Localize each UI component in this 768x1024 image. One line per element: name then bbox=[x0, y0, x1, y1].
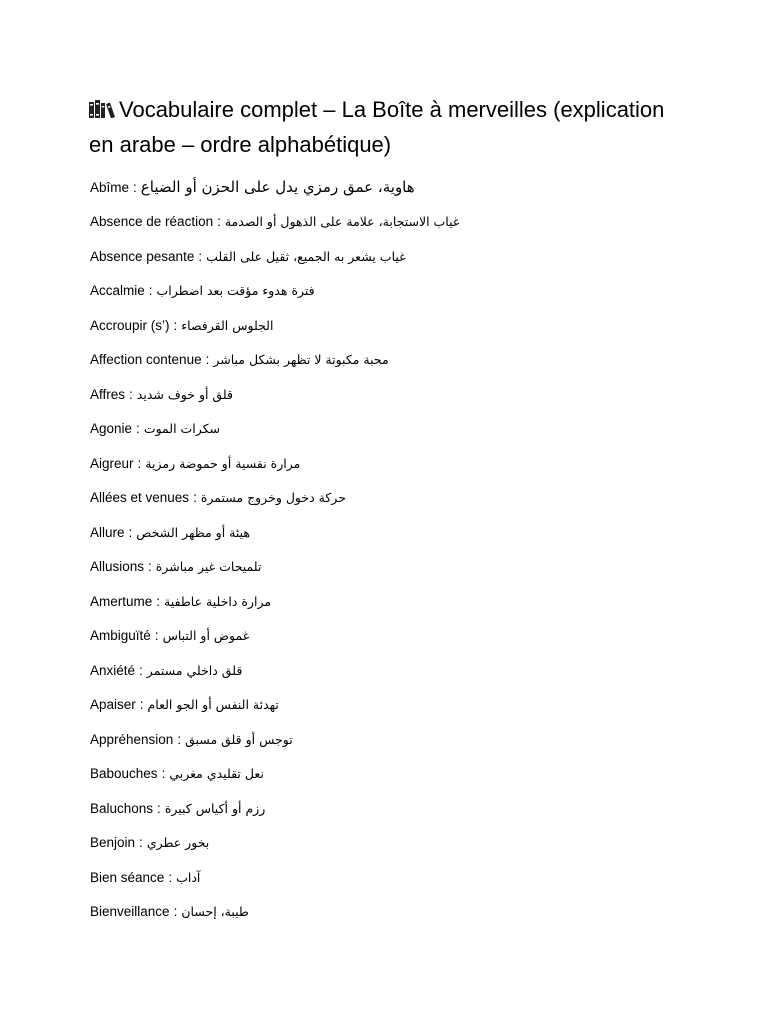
vocabulary-entry bbox=[90, 653, 710, 688]
vocabulary-entry bbox=[90, 895, 710, 930]
vocabulary-entry bbox=[90, 688, 710, 723]
entry-term: Babouches bbox=[90, 766, 158, 782]
vocabulary-entry bbox=[90, 377, 710, 412]
entry-separator: : bbox=[205, 352, 210, 368]
vocabulary-entry bbox=[90, 274, 710, 309]
entry-term: Absence pesante bbox=[90, 248, 195, 264]
entry-term: Aigreur bbox=[90, 455, 134, 471]
entry-term: Allées et venues bbox=[90, 490, 190, 506]
entry-definition: حركة دخول وخروج مستمرة bbox=[200, 490, 346, 506]
entry-definition: بخور عطري bbox=[146, 835, 210, 851]
entry-separator: : bbox=[133, 179, 137, 195]
entry-separator: : bbox=[193, 490, 197, 506]
vocabulary-entry bbox=[90, 550, 710, 585]
entry-separator: : bbox=[168, 869, 173, 885]
entry-definition: غموض أو التباس bbox=[162, 628, 250, 644]
entry-term: Bien séance bbox=[90, 869, 165, 885]
vocabulary-entry bbox=[90, 308, 710, 343]
vocabulary-entry bbox=[90, 446, 710, 481]
entry-term: Allusions bbox=[90, 559, 145, 575]
entry-separator: : bbox=[148, 283, 153, 299]
entry-term: Accalmie bbox=[90, 283, 145, 299]
entry-separator: : bbox=[161, 766, 166, 782]
entry-separator: : bbox=[136, 421, 140, 437]
page-title bbox=[89, 92, 689, 162]
entry-term: Abîme bbox=[90, 179, 130, 195]
vocabulary-entry bbox=[90, 860, 710, 895]
entry-definition: قلق داخلي مستمر bbox=[146, 662, 243, 678]
entry-definition: غياب الاستجابة، علامة على الذهول أو الصدمة bbox=[224, 214, 460, 230]
vocabulary-entry bbox=[90, 722, 710, 757]
entry-definition: رزم أو أكياس كبيرة bbox=[164, 800, 266, 816]
entry-definition: مرارة نفسية أو حموضة رمزية bbox=[145, 455, 301, 471]
entry-separator: : bbox=[173, 317, 178, 333]
entry-definition: تلميحات غير مباشرة bbox=[155, 559, 262, 575]
entry-separator: : bbox=[148, 559, 152, 575]
entry-separator: : bbox=[139, 662, 143, 678]
entry-term: Anxiété bbox=[90, 662, 136, 678]
entry-term: Ambiguïté bbox=[90, 628, 151, 644]
vocabulary-entry bbox=[90, 205, 710, 240]
entry-definition: آداب bbox=[176, 869, 201, 885]
books-icon bbox=[89, 100, 117, 118]
entry-term: Appréhension bbox=[90, 731, 174, 747]
entry-definition: الجلوس القرفصاء bbox=[181, 317, 274, 333]
vocabulary-entry bbox=[90, 826, 710, 861]
entry-term: Apaiser bbox=[90, 697, 136, 713]
vocabulary-entry bbox=[90, 239, 710, 274]
vocabulary-list bbox=[90, 170, 710, 929]
entry-separator: : bbox=[139, 835, 143, 851]
entry-term: Allure bbox=[90, 524, 125, 540]
entry-definition: مرارة داخلية عاطفية bbox=[164, 593, 272, 609]
entry-term: Baluchons bbox=[90, 800, 154, 816]
entry-term: Agonie bbox=[90, 421, 133, 437]
entry-definition: طيبة، إحسان bbox=[181, 904, 249, 920]
vocabulary-entry bbox=[90, 481, 710, 516]
entry-definition: محبة مكبوتة لا تظهر بشكل مباشر bbox=[213, 352, 389, 368]
entry-term: Absence de réaction bbox=[90, 214, 214, 230]
entry-separator: : bbox=[137, 455, 142, 471]
entry-term: Affection contenue bbox=[90, 352, 202, 368]
entry-term: Benjoin bbox=[90, 835, 136, 851]
entry-definition: نعل تقليدي مغربي bbox=[169, 766, 264, 782]
entry-separator: : bbox=[177, 731, 182, 747]
entry-separator: : bbox=[154, 628, 159, 644]
entry-separator: : bbox=[128, 524, 133, 540]
entry-definition: غياب يشعر به الجميع، ثقيل على القلب bbox=[206, 248, 406, 264]
entry-separator: : bbox=[129, 386, 133, 402]
entry-term: Amertume bbox=[90, 593, 153, 609]
entry-definition: هاوية، عمق رمزي يدل على الحزن أو الضياع bbox=[140, 178, 415, 197]
vocabulary-entry bbox=[90, 343, 710, 378]
entry-term: Bienveillance bbox=[90, 904, 170, 920]
entry-term: Affres bbox=[90, 386, 126, 402]
entry-definition: تهدئة النفس أو الجو العام bbox=[147, 697, 279, 713]
entry-separator: : bbox=[157, 800, 161, 816]
entry-separator: : bbox=[217, 214, 221, 230]
vocabulary-entry bbox=[90, 170, 710, 205]
entry-separator: : bbox=[173, 904, 178, 920]
entry-definition: توجس أو قلق مسبق bbox=[185, 731, 293, 747]
entry-definition: هيئة أو مظهر الشخص bbox=[136, 524, 250, 540]
vocabulary-entry bbox=[90, 412, 710, 447]
vocabulary-entry bbox=[90, 791, 710, 826]
page-title-text: Vocabulaire complet – La Boîte à merveilles (explication en arabe – ordre alphabétique) bbox=[89, 97, 665, 157]
vocabulary-entry bbox=[90, 757, 710, 792]
entry-definition: فترة هدوء مؤقت بعد اضطراب bbox=[156, 283, 315, 299]
entry-separator: : bbox=[139, 697, 144, 713]
entry-definition: سكرات الموت bbox=[143, 421, 221, 437]
vocabulary-entry bbox=[90, 515, 710, 550]
entry-separator: : bbox=[198, 248, 203, 264]
entry-definition: قلق أو خوف شديد bbox=[136, 386, 233, 402]
vocabulary-entry bbox=[90, 584, 710, 619]
entry-separator: : bbox=[156, 593, 161, 609]
vocabulary-entry bbox=[90, 619, 710, 654]
entry-term: Accroupir (s’) bbox=[90, 317, 170, 333]
